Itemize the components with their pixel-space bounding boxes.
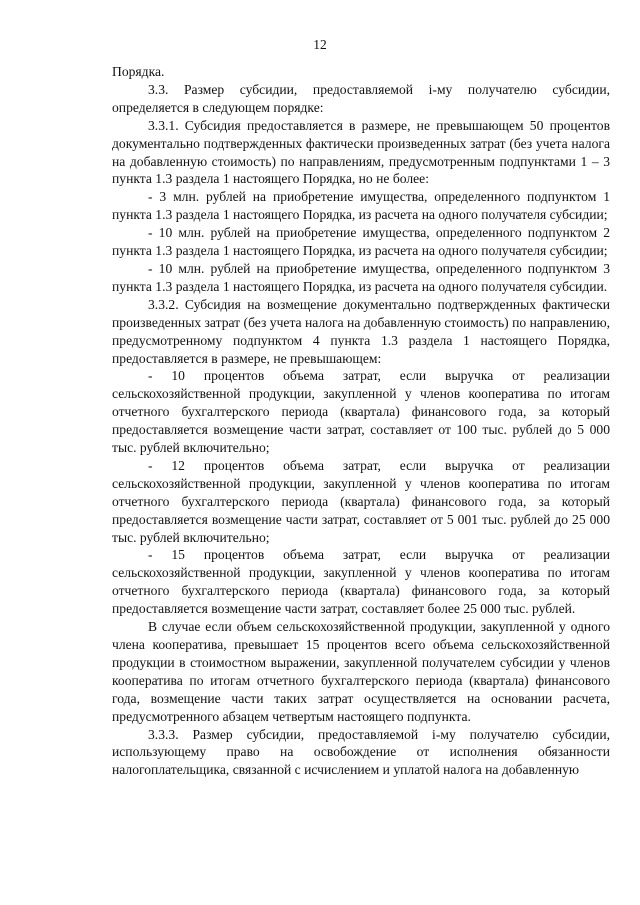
document-body — [112, 63, 610, 779]
page-number: 12 — [313, 37, 327, 52]
paragraph: 3.3. Размер субсидии, предоставляемой i-му получателю субсидии, определяется в следующем порядке: — [112, 81, 610, 115]
paragraph: Порядка. — [112, 64, 165, 79]
list-item: - 10 млн. рублей на приобретение имущества, определенного подпунктом 3 пункта 1.3 раздела 1 настоящего Порядка, из расчета на одного получателя субсидии. — [112, 260, 610, 294]
list-item: - 12 процентов объема затрат, если выручка от реализации сельскохозяйственной продукции, закупленной у членов кооператива по итогам отчетного бухгалтерского периода (квартала) финансового года, за который предоставляется возмещение части затрат, составляет от 5 001 тыс. рублей до 25 000 тыс. рублей включительно; — [112, 457, 610, 545]
paragraph: В случае если объем сельскохозяйственной продукции, закупленной у одного члена кооператива, превышает 15 процентов всего объема сельскохозяйственной продукции в стоимостном выражении, закупленной получателем субсидии у членов кооператива по итогам отчетного бухгалтерского периода (квартала) финансового года, возмещение части таких затрат осуществляется на основании расчета, предусмотренного абзацем четвертым настоящего подпункта. — [112, 619, 610, 724]
paragraph: 3.3.2. Субсидия на возмещение документально подтвержденных фактически произведенных затрат (без учета налога на добавленную стоимость) по направлению, предусмотренному подпунктом 4 пункта 1.3 раздела 1 настоящего Порядка, предоставляется в размере, не превышающем: — [112, 296, 610, 366]
list-item: - 10 млн. рублей на приобретение имущества, определенного подпунктом 2 пункта 1.3 раздела 1 настоящего Порядка, из расчета на одного получателя субсидии; — [112, 225, 610, 259]
list-item: - 10 процентов объема затрат, если выручка от реализации сельскохозяйственной продукции, закупленной у членов кооператива по итогам отчетного бухгалтерского периода (квартала) финансового года, за который предоставляется возмещение части затрат, составляет от 100 тыс. рублей до 5 000 тыс. рублей включительно; — [112, 368, 610, 456]
paragraph: 3.3.1. Субсидия предоставляется в размере, не превышающем 50 процентов документально подтвержденных фактически произведенных затрат (без учета налога на добавленную стоимость) по направлениям, предусмотренным подпунктами 1 – 3 пункта 1.3 раздела 1 настоящего Порядка, но не более: — [112, 117, 610, 187]
paragraph: 3.3.3. Размер субсидии, предоставляемой i-му получателю субсидии, использующему право на освобождение от исполнения обязанности налогоплательщика, связанной с исчислением и уплатой налога на добавленную — [112, 726, 610, 778]
list-item: - 3 млн. рублей на приобретение имущества, определенного подпунктом 1 пункта 1.3 раздела 1 настоящего Порядка, из расчета на одного получателя субсидии; — [112, 189, 610, 223]
list-item: - 15 процентов объема затрат, если выручка от реализации сельскохозяйственной продукции, закупленной у членов кооператива по итогам отчетного бухгалтерского периода (квартала) финансового года, за который предоставляется возмещение части затрат, составляет более 25 000 тыс. рублей. — [112, 547, 610, 617]
